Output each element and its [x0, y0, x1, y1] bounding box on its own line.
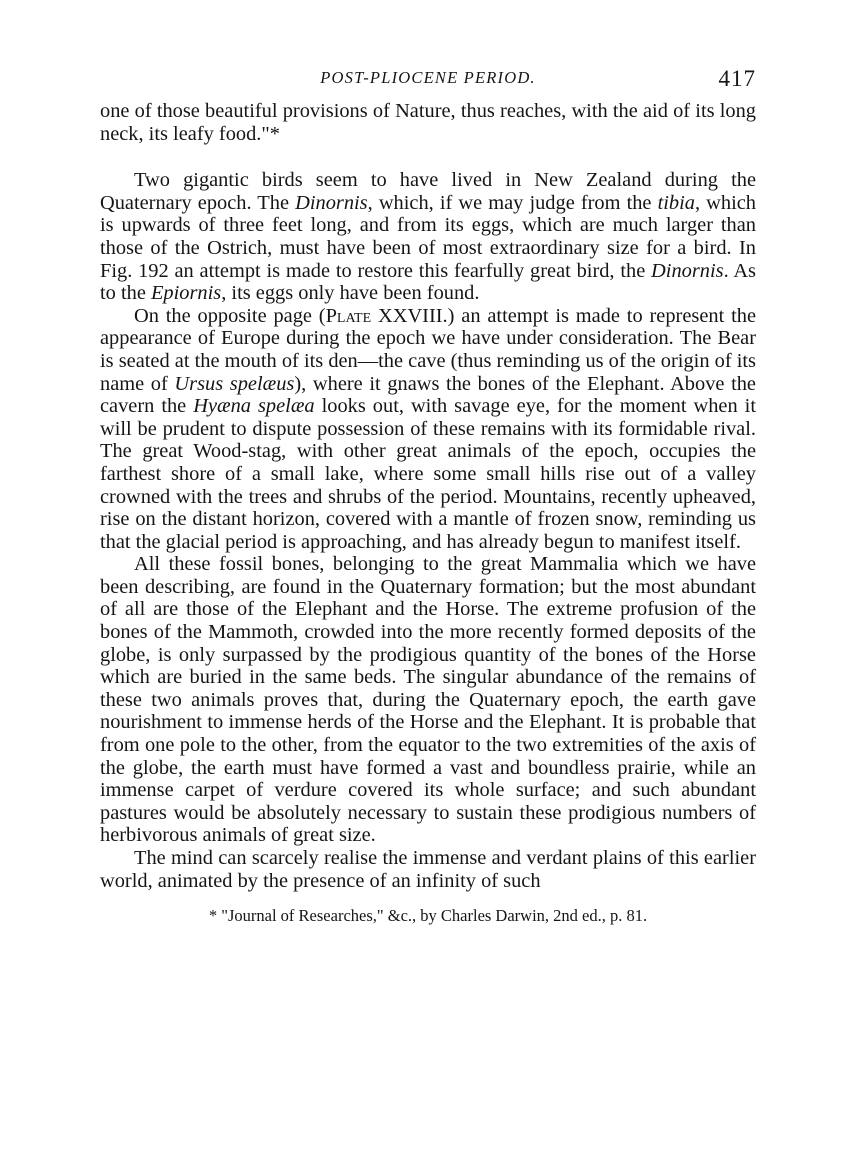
text-run: The mind can scarcely realise the immense and verdant plains of this earlier world, animated by the presence of an infinity of such [100, 847, 756, 892]
text-run: On the opposite page ( [134, 304, 326, 327]
italic-term: tibia [657, 191, 695, 214]
text-run: . As to the [100, 259, 756, 305]
italic-term: Ursus spelæus [174, 372, 295, 395]
paragraph-gigantic-birds [100, 169, 756, 305]
page-number: 417 [718, 66, 756, 91]
paragraph-continued [100, 100, 756, 145]
text-run: , which is upwards of three feet long, and from its eggs, which are much larger than those of the Ostrich, must have been of most extraordinary size for a bird. In Fig. 192 an attempt is made to restore this fearfully great bird, the [100, 191, 756, 282]
text-run: ), where it gnaws the bones of the Elephant. Above the cavern the [100, 372, 756, 418]
running-head [100, 66, 756, 100]
paragraph-fossil-bones [100, 553, 756, 847]
italic-term: Dinornis [651, 259, 724, 282]
footnote: * "Journal of Researches," &c., by Charles Darwin, 2nd ed., p. 81. [208, 906, 648, 926]
text-run: Two gigantic birds seem to have lived in New Zealand during the Quaternary epoch. The [100, 169, 756, 214]
italic-term: Hyæna spelæa [193, 395, 315, 418]
text-run: looks out, with savage eye, for the moment when it will be prudent to dispute possession of these remains with its formidable rival. The great Wood-stag, with other great animals of the epoch, occupies the farthest shore of a small lake, where some small hills rise out of a valley crowned with the trees and shrubs of the period. Mountains, recently upheaved, rise on the distant horizon, covered with a mantle of frozen snow, reminding us that the glacial period is approaching, and has already begun to manifest itself. [100, 395, 756, 553]
paragraph-earlier-world [100, 847, 756, 892]
book-page [100, 66, 756, 926]
italic-term: Dinornis [295, 191, 368, 214]
body-text [100, 100, 756, 892]
running-title: POST-PLIOCENE PERIOD. [320, 68, 536, 87]
text-run: , its eggs only have been found. [221, 282, 480, 305]
text-run: , which, if we may judge from the [367, 191, 658, 214]
small-caps-term: Plate [325, 304, 372, 327]
italic-term: Epiornis [150, 282, 222, 305]
paragraph-plate-description [100, 305, 756, 554]
text-run: one of those beautiful provisions of Nature, thus reaches, with the aid of its long neck, its leafy food."* [100, 100, 756, 145]
text-run: All these fossil bones, belonging to the great Mammalia which we have been describing, are found in the Quaternary formation; but the most abundant of all are those of the Elephant and the Horse. The extreme profusion of the bones of the Mammoth, crowded into the more recently formed deposits of the globe, is only surpassed by the prodigious quantity of the bones of the Horse which are buried in the same beds. The singular abundance of the remains of these two animals proves that, during the Quaternary epoch, the earth gave nourishment to immense herds of the Horse and the Elephant. It is probable that from one pole to the other, from the equator to the two extremities of the axis of the globe, the earth must have formed a vast and boundless prairie, while an immense carpet of verdure covered its whole surface; and such abundant pastures would be absolutely necessary to sustain these prodigious numbers of herbivorous animals of great size. [100, 553, 756, 847]
text-run: XXVIII.) an attempt is made to represent the appearance of Europe during the epoch we have under consideration. The Bear is seated at the mouth of its den—the cave (thus reminding us of the origin of its name of [100, 304, 756, 395]
